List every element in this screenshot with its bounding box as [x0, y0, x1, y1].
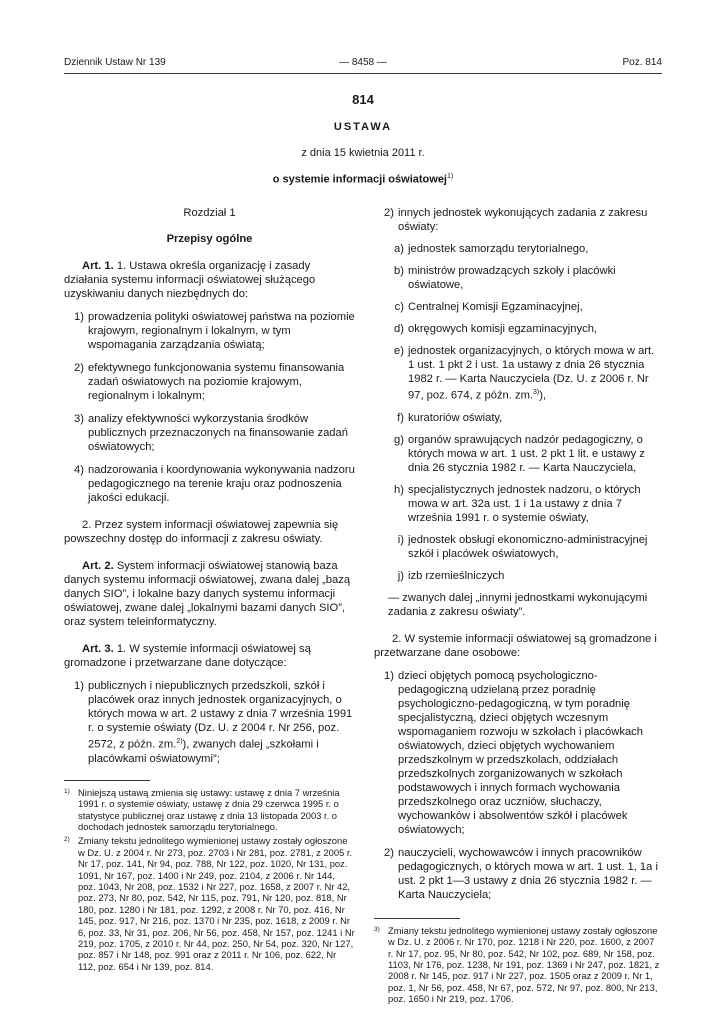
article-1-paragraph-2: 2. Przez system informacji oświatowej zapewnia się powszechny dostęp do informacji z zakresu oświaty. [64, 519, 339, 545]
article-1 [64, 259, 355, 301]
sub-item [374, 344, 662, 403]
article-label: Art. 3. [82, 643, 114, 655]
item-text: efektywnego funkcjonowania systemu finansowania zadań oświatowych na poziomie krajowym, regionalnym i lokalnym; [88, 362, 345, 402]
article-label: Art. 2. [82, 560, 114, 572]
sub-item [374, 322, 662, 336]
sub-item-text: okręgowych komisji egzaminacyjnych, [408, 323, 598, 335]
sub-item-letter: a) [394, 243, 404, 255]
chapter-title: Przepisy ogólne [166, 233, 253, 245]
list-item [64, 361, 355, 403]
chapter-number: Rozdział 1 [183, 207, 236, 219]
page-number: — 8458 — [339, 57, 387, 68]
sub-item [374, 433, 662, 475]
item-text: innych jednostek wykonujących zadania z zakresu oświaty: [398, 207, 648, 233]
act-title [64, 173, 662, 186]
footnote-ref[interactable]: 2) [176, 738, 183, 745]
sub-item-letter: d) [394, 323, 404, 335]
footnote-rule [64, 780, 150, 781]
article-2 [64, 559, 355, 629]
article-text: 1. W systemie informacji oświatowej są gromadzone i przetwarzane dane dotyczące: [64, 643, 311, 669]
item-number: 3) [74, 413, 84, 425]
sub-item-letter: g) [394, 433, 404, 446]
item-text-part: ), zwanych dalej „szkołami i placówkami oświatowymi”; [88, 738, 319, 765]
footnote-number: 1) [64, 787, 70, 795]
item-number: 4) [74, 464, 84, 476]
sub-item-letter: h) [394, 483, 404, 496]
right-column [374, 206, 662, 1008]
running-header [64, 57, 662, 71]
sub-item [374, 569, 662, 583]
article-text: 1. Ustawa określa organizację i zasady działania systemu informacji oświatowej służącego uzyskiwaniu danych niezbędnych do: [64, 260, 316, 300]
item-number: 2) [384, 207, 394, 219]
sub-item-letter: b) [394, 265, 404, 277]
footnote-text: Niniejszą ustawą zmienia się ustawy: ustawę z dnia 7 września 1991 r. o systemie oświaty, ustawę z dnia 29 czerwca 1995 r. o statystyce publicznej oraz ustawę z dnia 13 listopada 2003 r. o dochodach jednostek samorządu terytorialnego. [78, 786, 340, 832]
footnote-ref[interactable]: 1) [447, 173, 454, 180]
list-item [64, 310, 355, 352]
item-text-part: publicznych i niepublicznych przedszkoli, szkół i placówek oraz innych jednostek organizacyjnych, o których mowa w art. 2 ustawy z dnia 7 września 1991 r. o systemie oświaty (Dz. U. z 2004 r. Nr 256, poz. 2572, z późn. zm. [88, 680, 353, 751]
sub-item-text: ministrów prowadzących szkoły i placówki oświatowe, [408, 265, 616, 291]
called-definition: — zwanych dalej „innymi jednostkami wykonującymi zadania z zakresu oświaty”. [388, 591, 648, 618]
footnote-ref[interactable]: 3) [533, 389, 540, 396]
sub-item-text-part: ), [539, 389, 547, 402]
list-item [374, 206, 662, 234]
footnote [64, 835, 355, 972]
list-item [374, 669, 662, 837]
sub-item-text: jednostek samorządu terytorialnego, [408, 243, 589, 255]
item-number: 2) [74, 362, 84, 374]
sub-item [374, 264, 662, 292]
sub-item-text: kuratoriów oświaty, [408, 411, 503, 424]
sub-item [374, 242, 662, 256]
act-date: z dnia 15 kwietnia 2011 r. [301, 147, 425, 159]
sub-item-text-part: jednostek organizacyjnych, o których mowa w art. 1 ust. 1 pkt 2 i ust. 1a ustawy z dnia 26 stycznia 1982 r. — Karta Nauczyciela (Dz. U. z 2006 r. Nr 97, poz. 674, z późn. zm. [408, 345, 655, 402]
list-item [64, 412, 355, 454]
sub-item-text: jednostek obsługi ekonomiczno-administracyjnej szkół i placówek oświatowych, [408, 533, 648, 560]
position-number: Poz. 814 [622, 57, 662, 68]
header-rule [64, 73, 662, 74]
sub-item-letter: c) [394, 301, 404, 313]
footnote-number: 2) [64, 836, 70, 844]
item-number: 2) [384, 846, 394, 859]
journal-name: Dziennik Ustaw Nr 139 [64, 57, 166, 68]
item-number: 1) [74, 680, 84, 692]
item-text: nauczycieli, wychowawców i innych pracowników pedagogicznych, o których mowa w art. 1 ust. 1, 1a i ust. 2 pkt 1—3 ustawy z dnia 26 stycznia 1982 r. — Karta Nauczyciela; [398, 846, 658, 901]
sub-item-text: Centralnej Komisji Egzaminacyjnej, [408, 301, 583, 313]
sub-item [374, 483, 662, 525]
list-item [64, 679, 355, 766]
item-text: prowadzenia polityki oświatowej państwa na poziomie krajowym, regionalnym i lokalnym, w tym wspomagania zarządzania oświatą; [88, 311, 355, 351]
list-item [64, 463, 355, 505]
act-type: USTAWA [333, 121, 393, 133]
act-title-text: o systemie informacji oświatowej [272, 173, 447, 186]
sub-item-letter: e) [394, 345, 404, 357]
sub-item-text [408, 344, 662, 403]
sub-item-text: specjalistycznych jednostek nadzoru, o których mowa w art. 32a ust. 1 i 1a ustawy z dnia 7 września 1991 r. o systemie oświaty, [408, 483, 641, 524]
item-text [88, 679, 355, 766]
sub-item [374, 411, 662, 425]
footnote-number: 3) [374, 925, 380, 933]
sub-item-text: organów sprawujących nadzór pedagogiczny, o których mowa w art. 1 ust. 2 pkt 1 lit. e ustawy z dnia 26 stycznia 1982 r. — Karta Nauczyciela, [408, 433, 645, 474]
footnote-text: Zmiany tekstu jednolitego wymienionej ustawy zostały ogłoszone w Dz. U. z 2006 r. Nr 170, poz. 1218 i Nr 220, poz. 1600, z 2007 r. Nr 17, poz. 95, Nr 80, poz. 542, Nr 102, poz. 689, Nr 158, poz. 1103, Nr 176, poz. 1238, Nr 191, poz. 1369 i Nr 247, poz. 1821, z 2008 r. Nr 145, poz. 917 i Nr 227, poz. 1505 oraz z 2009 r. Nr 1, poz. 1, Nr 56, poz. 458, Nr 67, poz. 572, Nr 97, poz. 800, Nr 213, poz. 1650 i Nr 219, poz. 1706. [388, 924, 660, 1005]
sub-item-letter: f) [397, 411, 404, 424]
article-3-paragraph-2: 2. W systemie informacji oświatowej są gromadzone i przetwarzane dane osobowe: [374, 632, 657, 659]
article-3 [64, 642, 355, 670]
article-text: System informacji oświatowej stanowią baza danych systemu informacji oświatowej, zwana dalej „bazą danych SIO”, i lokalne bazy danych systemu informacji oświatowej, zwane dalej „lokalnymi bazami danych SIO”, oraz system teleinformatyczny. [64, 560, 351, 628]
item-number: 1) [74, 311, 84, 323]
footnote-rule [374, 918, 460, 919]
sub-item-text: izb rzemieślniczych [408, 569, 505, 582]
sub-item [374, 300, 662, 314]
footnote-text: Zmiany tekstu jednolitego wymienionej ustawy zostały ogłoszone w Dz. U. z 2004 r. Nr 273, poz. 2703 i Nr 281, poz. 2781, z 2005 r. Nr 17, poz. 141, Nr 94, poz. 788, Nr 122, poz. 1020, Nr 131, poz. 1091, Nr 167, poz. 1400 i Nr 249, poz. 2104, z 2006 r. Nr 144, poz. 1043, Nr 208, poz. 1532 i Nr 227, poz. 1658, z 2007 r. Nr 42, poz. 273, Nr 80, poz. 542, Nr 115, poz. 791, Nr 120, poz. 818, Nr 180, poz. 1280 i Nr 181, poz. 1292, z 2008 r. Nr 70, poz. 416, Nr 145, poz. 917, Nr 216, poz. 1370 i Nr 235, poz. 1618, z 2009 r. Nr 6, poz. 33, Nr 31, poz. 206, Nr 56, poz. 458, Nr 157, poz. 1241 i Nr 219, poz. 1705, z 2010 r. Nr 44, poz. 250, Nr 54, poz. 320, Nr 127, poz. 857 i Nr 148, poz. 991 oraz z 2011 r. Nr 106, poz. 622, Nr 112, poz. 654 i Nr 139, poz. 814. [78, 835, 355, 972]
item-text: dzieci objętych pomocą psychologiczno-pedagogiczną udzielaną przez poradnię psychologiczno-pedagogiczną, w tym poradnię specjalistyczną, dzieci objętych wczesnym wspomaganiem rozwoju w szkołach i placówkach oświatowych, dzieci objętych wychowaniem przedszkolnym w przedszkolach, oddziałach przedszkolnych zorganizowanych w szkołach podstawowych i innych formach wychowania przedszkolnego oraz uczniów, słuchaczy, wychowanków i absolwentów szkół i placówek oświatowych; [398, 669, 643, 836]
item-number: 1) [384, 669, 394, 682]
left-column [64, 206, 355, 975]
list-item [374, 846, 662, 902]
item-text: analizy efektywności wykorzystania środków publicznych przeznaczonych na finansowanie zadań oświatowych; [88, 413, 348, 453]
sub-item [374, 533, 662, 561]
item-text: nadzorowania i koordynowania wykonywania nadzoru pedagogicznego na terenie kraju oraz podnoszenia jakości edukacji. [88, 464, 355, 504]
sub-item-letter: i) [397, 533, 404, 546]
sub-item-letter: j) [397, 569, 404, 582]
footnote [374, 925, 662, 1005]
article-label: Art. 1. [82, 260, 114, 272]
act-number: 814 [352, 92, 374, 107]
footnote [64, 787, 355, 833]
